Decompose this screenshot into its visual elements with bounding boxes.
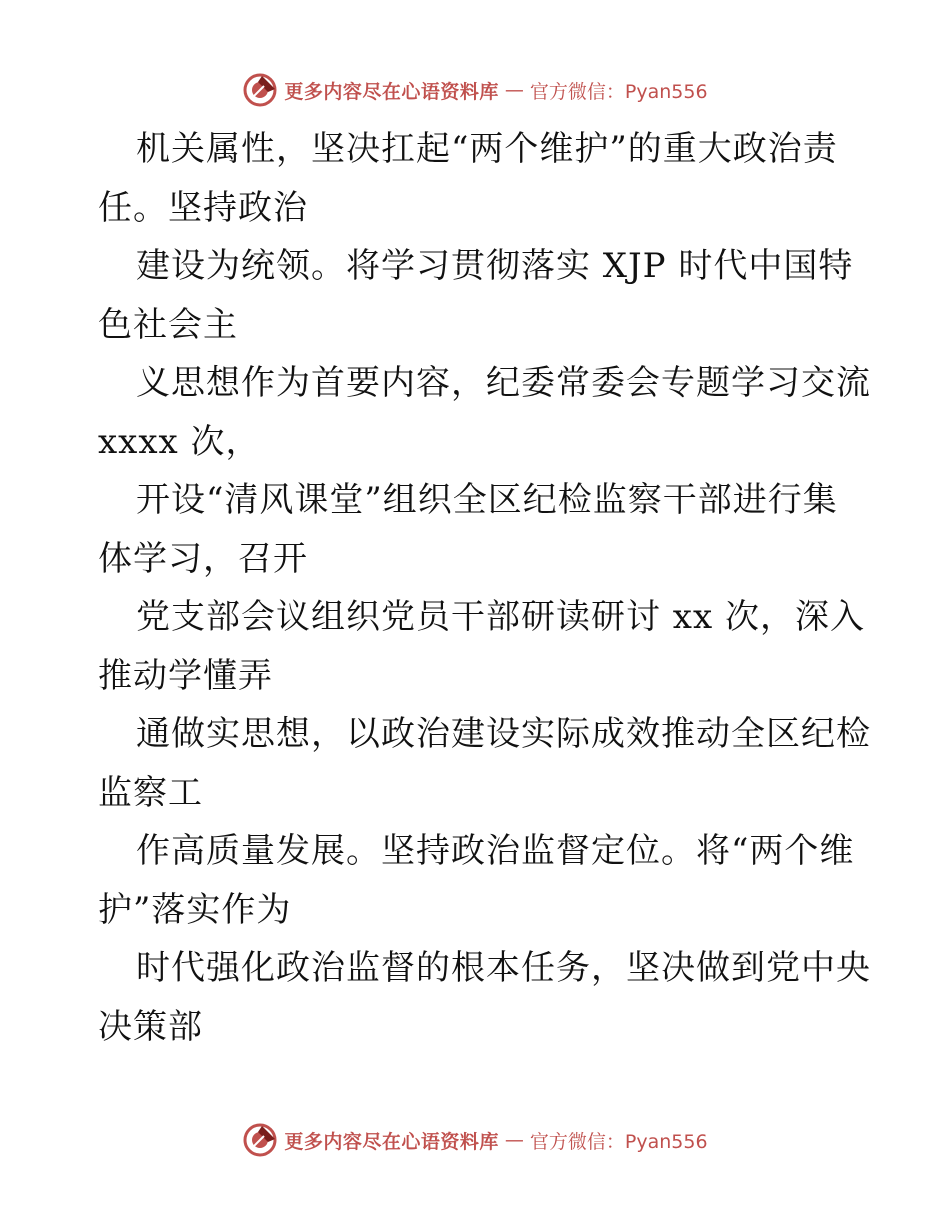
text-line: 色社会主 [98,304,238,345]
brand-logo-icon [242,72,278,108]
paragraph [98,120,858,237]
header-brand-subtitle: 官方微信：Pyan556 [529,80,708,103]
paragraph [98,822,858,939]
brand-logo-icon [242,1122,278,1158]
footer-brand-separator: — [504,1129,524,1151]
text-line: 义思想作为首要内容，纪委常委会专题学习交流 [136,363,871,403]
footer-brand [242,1122,707,1158]
footer-brand-subtitle: 官方微信：Pyan556 [529,1130,708,1153]
text-line: 时代强化政治监督的根本任务，坚决做到党中央 [136,948,871,988]
text-line: 护”落实作为 [98,889,292,930]
text-line: 推动学懂弄 [98,655,273,696]
text-line: 作高质量发展。坚持政治监督定位。将“两个维 [136,831,855,871]
header-brand [242,72,707,108]
page-footer [0,1120,950,1160]
paragraph [98,588,865,705]
text-line: xxxx 次， [98,421,261,462]
paragraph [98,939,871,1056]
footer-brand-title: 更多内容尽在心语资料库 [284,1130,499,1153]
paragraph [98,237,858,354]
text-line: 机关属性，坚决扛起“两个维护”的重大政治责 [136,129,838,169]
paragraph [98,705,871,822]
text-line: 通做实思想，以政治建设实际成效推动全区纪检 [136,714,871,754]
header-brand-title: 更多内容尽在心语资料库 [284,80,499,103]
text-line: 开设“清风课堂”组织全区纪检监察干部进行集 [136,480,838,520]
text-line: 建设为统领。将学习贯彻落实 XJP 时代中国特 [136,246,854,286]
page-header [0,70,950,110]
paragraph [98,354,871,471]
header-brand-separator: — [504,79,524,101]
text-line: 体学习，召开 [98,538,308,579]
text-line: 监察工 [98,772,203,813]
paragraph [98,471,858,588]
text-line: 任。坚持政治 [98,187,308,228]
document-body [98,120,871,1056]
text-line: 党支部会议组织党员干部研读研讨 xx 次，深入 [136,597,865,637]
text-line: 决策部 [98,1006,203,1047]
